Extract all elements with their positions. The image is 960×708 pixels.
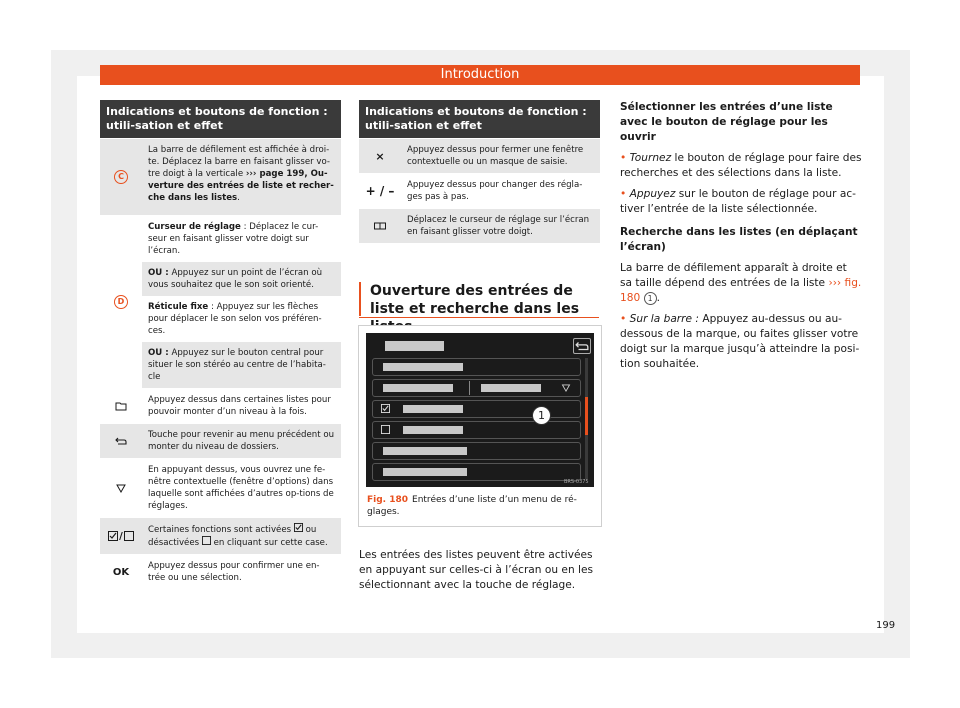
figure-code: BRS-0375 (564, 479, 589, 485)
table-row (359, 208, 600, 243)
callout-ref: 1 (644, 292, 657, 305)
row-text: Touche pour revenir au menu précédent ou monter du niveau de dossiers. (148, 430, 335, 452)
mid-body-text: Les entrées des listes peuvent être activées en appuyant sur celles-ci à l’écran ou en les sélectionnant avec la touche de réglage. (359, 549, 594, 591)
table-row (100, 458, 341, 517)
checkbox-empty-icon (124, 531, 134, 541)
page-number: 199 (876, 620, 896, 631)
table-heading: Indications et boutons de fonction : utili-sation et effet (359, 100, 600, 138)
subheading: Recherche dans les listes (en déplaçant l’écran) (620, 226, 858, 253)
table-row (359, 173, 600, 208)
folder-up-icon (115, 401, 127, 411)
checkbox-checked-icon (294, 523, 303, 532)
section-marker (359, 282, 361, 316)
section-title: Ouverture des entrées de liste et recherche dans les (370, 283, 580, 317)
figure-180 (358, 325, 602, 527)
table-row: / Certaines fonctions sont activées ou désactivées en cliquant sur cette case. (100, 517, 341, 554)
table-row (100, 423, 341, 458)
row-text: En appuyant dessus, vous ouvrez une fe-nêtre contextuelle (fenêtre d’options) dans laquelle sont affichées d’autres op-tions de réglages. (148, 465, 334, 511)
plus-minus-icon: + / – (365, 184, 395, 198)
row-text: La barre de défilement est affichée à droi-te. Déplacez la barre en faisant glisser vo-tre doigt à la verticale (148, 145, 331, 179)
row-text: Appuyez dessus dans certaines listes pour pouvoir monter d’un niveau à la fois. (148, 395, 331, 417)
checkbox-empty-icon (202, 536, 211, 545)
back-button (573, 338, 591, 354)
table-row (100, 388, 341, 423)
table-heading: Indications et boutons de fonction : utili-sation et effet (100, 100, 341, 138)
row-text: Appuyez dessus pour confirmer une en-trée ou une sélection. (148, 561, 320, 583)
marker-c-icon: C (114, 170, 128, 184)
title-bar-placeholder (385, 341, 444, 351)
slider-icon (374, 222, 386, 230)
table-row: C La barre de défilement est affichée à droi-te. Déplacez la barre en faisant glisser vo-tre doigt à la verticale ››› page 199, Ou-verture des entrées de liste et recher-che dans les listes. (100, 138, 341, 215)
checkbox-checked-icon (108, 531, 118, 541)
scrollbar-thumb (585, 397, 588, 435)
callout-1: 1 (532, 406, 551, 425)
row-text: Appuyez dessus pour fermer une fenêtre contextuelle ou un masque de saisie. (407, 145, 584, 167)
menu-screen-illustration (366, 333, 594, 487)
back-arrow-icon (115, 436, 127, 446)
checkbox-checked-icon (381, 404, 390, 413)
page-reference-link[interactable]: ››› page 199, Ou-verture des entrées de liste et recher-che dans les listes (148, 169, 334, 203)
checkbox-empty-icon (381, 425, 390, 434)
triangle-down-icon (116, 484, 126, 493)
ok-symbol: OK (112, 566, 130, 578)
back-arrow-icon (575, 340, 589, 352)
function-table-mid (359, 100, 600, 243)
marker-d-icon: D (114, 295, 128, 309)
row-text: Appuyez dessus pour changer des régla-ges pas à pas. (407, 180, 583, 202)
subheading: Sélectionner les entrées d’une liste avec le bouton de réglage pour les ouvrir (620, 101, 833, 143)
figure-reference-link[interactable]: ››› fig. 180 (620, 277, 862, 304)
figure-caption: Fig. 180 Entrées d’une liste d’un menu de ré-glages. (367, 495, 577, 517)
triangle-down-icon (561, 384, 571, 392)
right-column: Sélectionner les entrées d’une liste avec le bouton de réglage pour les ouvrir • Tournez le bouton de réglage pour faire des recherches et des sélections dans la liste. • Appuyez sur le bouton de réglage pour ac-tiver l’entrée de la liste sélectionnée. Recherche dans les listes (en déplaçant l’écran) La barre de défilement apparaît à droite et sa taille dépend des entrées de la liste ››› fig. 180 1 . • Sur la barre : Appuyez au-dessus ou au-dessous de la marque, ou faites glisser votre doigt sur la marque jusqu’à atteindre la posi-tion souhaitée. (620, 101, 862, 370)
table-row: D Curseur de réglage : Déplacez le cur-seur en faisant glisser votre doigt sur l’écran. OU : Appuyez sur un point de l’écran où vous souhaitez que le son soit orienté. Réticule fixe : Appuyez sur les flèches pour déplacer le son selon vos préféren-ces. OU : Appuyez sur le bouton central pour situer le son stéréo au centre de l’habita-cle (100, 215, 341, 388)
close-icon: × (375, 149, 385, 163)
table-row (359, 138, 600, 173)
function-table-left (100, 100, 341, 589)
figure-number: Fig. 180 (367, 495, 409, 505)
table-row (100, 554, 341, 589)
chapter-header: Introduction (100, 65, 860, 85)
section-rule (359, 317, 599, 318)
row-text: Déplacez le curseur de réglage sur l’écran en faisant glisser votre doigt. (407, 215, 590, 237)
